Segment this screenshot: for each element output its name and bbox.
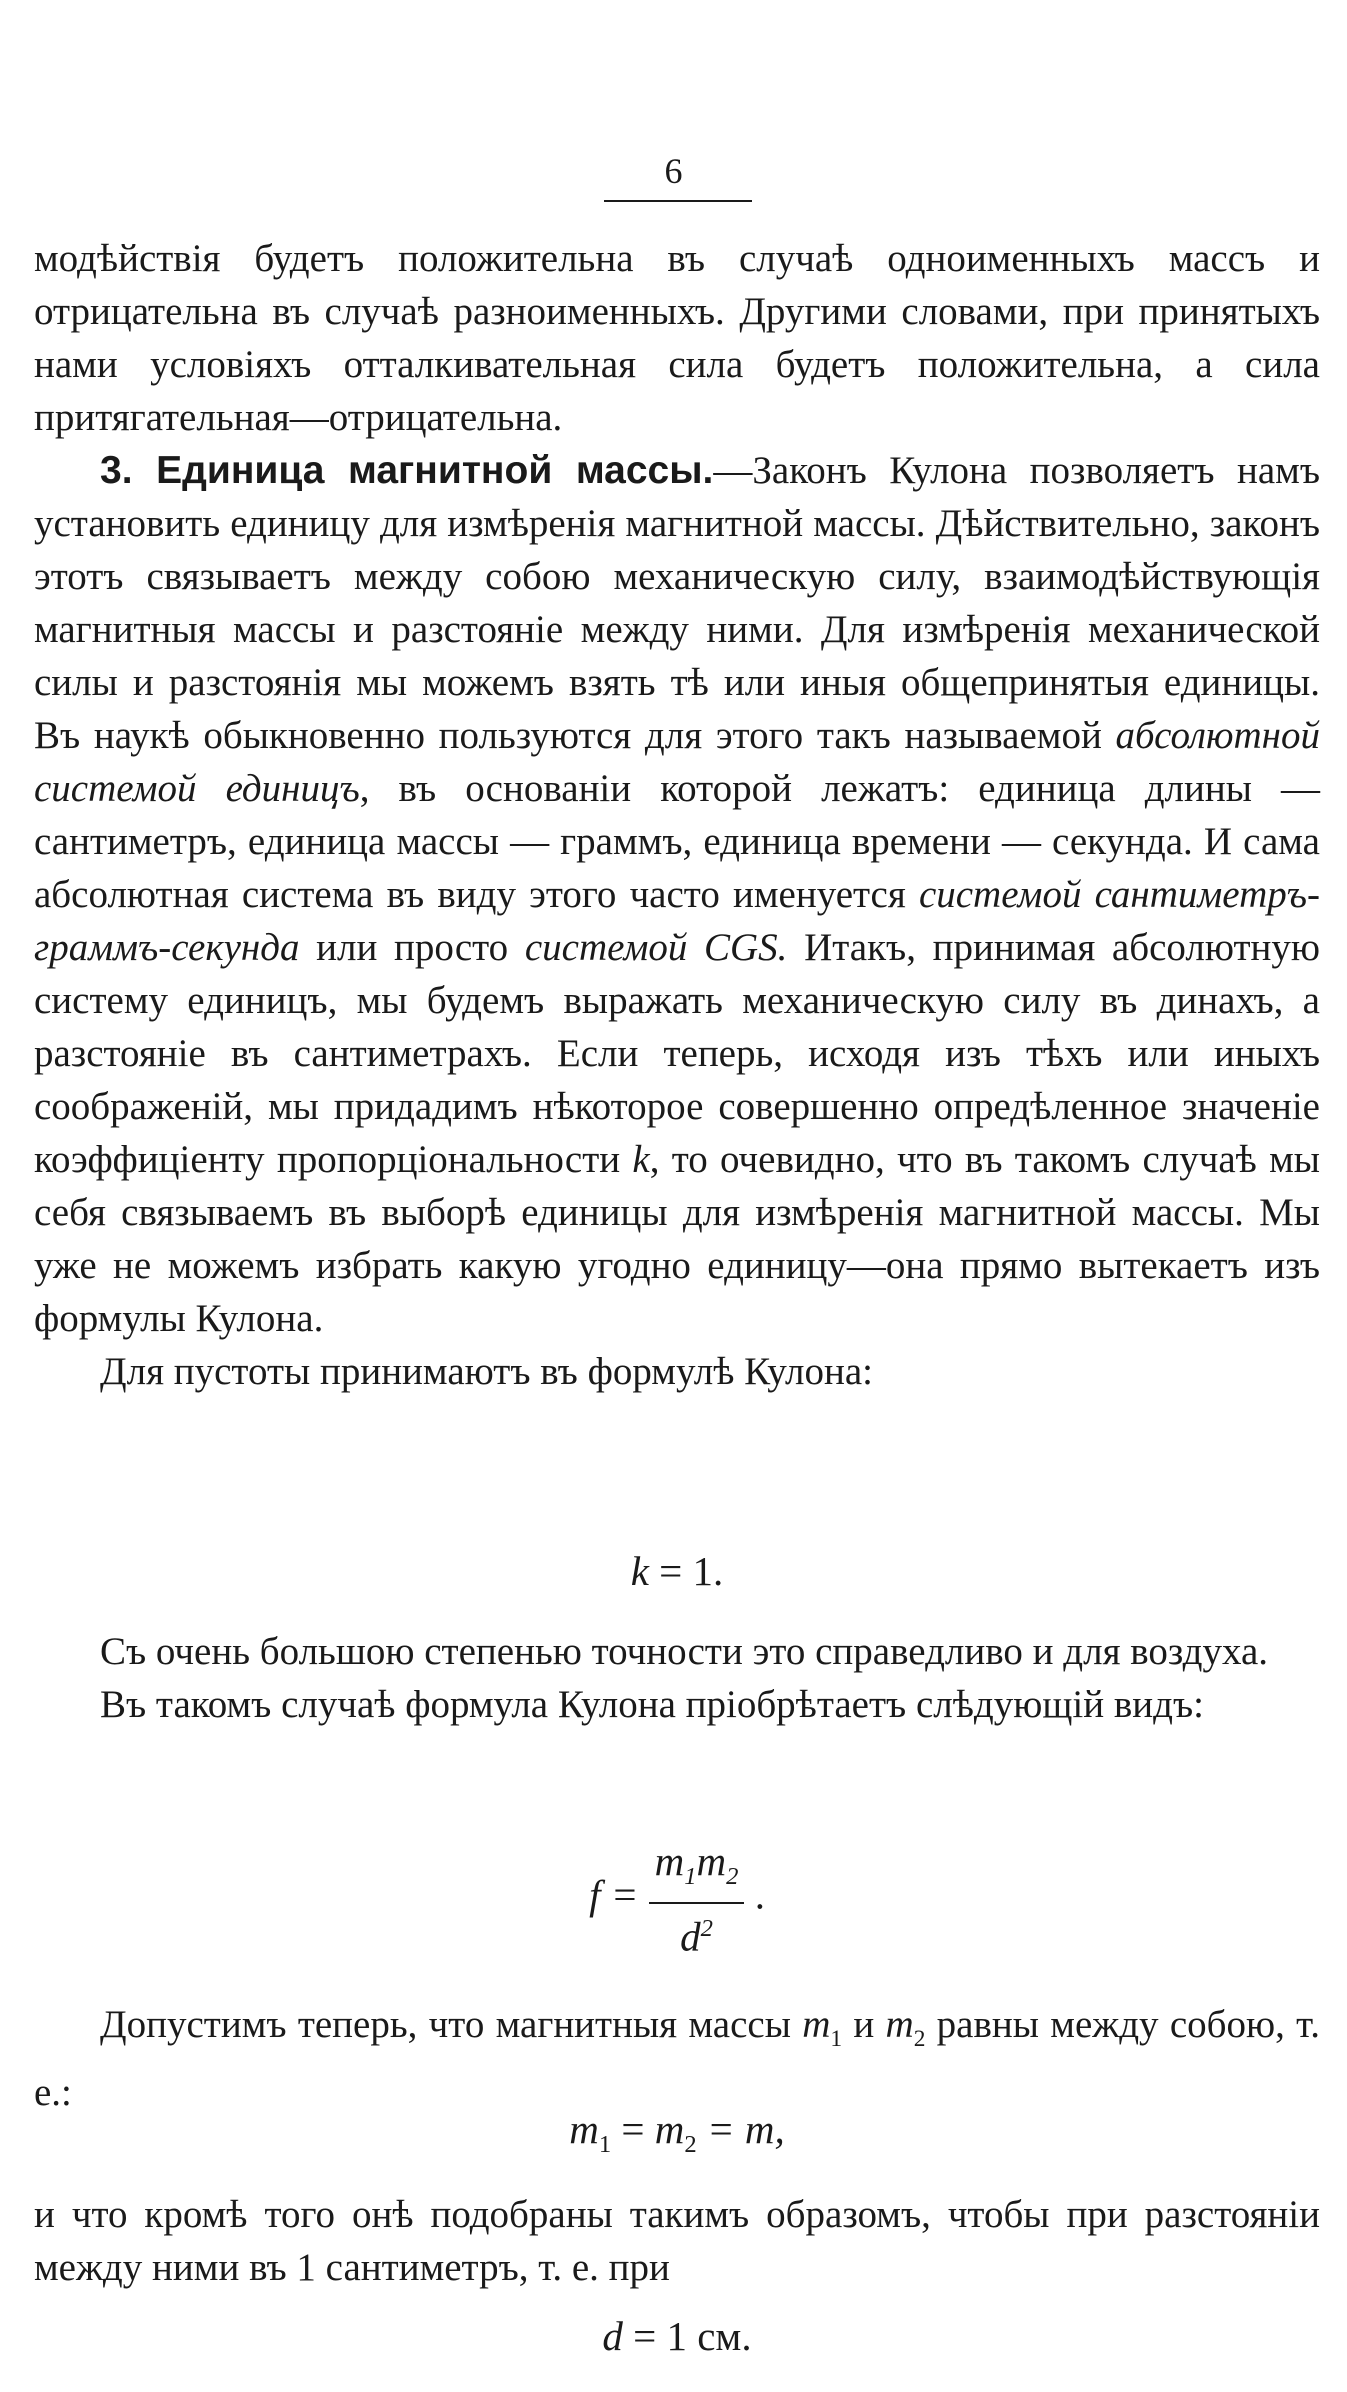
page-number-rule xyxy=(604,200,752,202)
paragraph-distance: и что кромѣ того онѣ подобраны такимъ образомъ, чтобы при разстояніи между ними въ 1 сантиметръ, т. е. при xyxy=(34,2193,1320,2289)
paragraph-air: Съ очень большою степенью точности это справедливо и для воздуха. xyxy=(100,1630,1269,1673)
section-paragraph: 3. Единица магнитной массы.—Законъ Кулона позволяетъ намъ установить единицу для измѣренія магнитной массы. Дѣйствительно, законъ этотъ связываетъ между собою механическую силу, взаимодѣйствующія магнитныя массы и разстояніе между ними. Для измѣренія механической силы и разстоянія мы можемъ взять тѣ или иныя общепринятыя единицы. Въ наукѣ обыкновенно пользуются для этого такъ называемой абсолютной системой единицъ, въ основаніи которой лежатъ: единица длины — сантиметръ, единица массы — граммъ, единица времени — секунда. И сама абсолютная система въ виду этого часто именуется системой сантиметръ-граммъ-секунда или просто системой CGS. Итакъ, принимая абсолютную систему единицъ, мы будемъ выражать механическую силу въ динахъ, а разстояніе въ сантиметрахъ. Если теперь, исходя изъ тѣхъ или иныхъ соображеній, мы придадимъ нѣкоторое совершенно опредѣленное значеніе коэффиціенту пропорціональности k, то очевидно, что въ такомъ случаѣ мы себя связываемъ въ выборѣ единицы для измѣренія магнитной массы. Мы уже не можемъ избрать какую угодно единицу—она прямо вытекаетъ изъ формулы Кулона. xyxy=(34,449,1321,1340)
term-cgs-long: системой сантиметръ-граммъ-секунда xyxy=(34,873,1320,969)
formula-distance: d = 1 см. xyxy=(602,2313,752,2359)
paragraph-formula-form: Въ такомъ случаѣ формула Кулона пріобрѣтаетъ слѣдующій видъ: xyxy=(100,1683,1204,1726)
paragraph-assume: Допустимъ теперь, что магнитныя массы $m_1$ и $m_2$ равны между собою, т. е.: xyxy=(34,2003,1320,2114)
text-block-bottom xyxy=(34,2188,1320,2294)
page-number: 6 xyxy=(664,151,683,191)
fraction: $\frac{m_1m_2}{d^2}$ xyxy=(649,1838,745,1960)
text-block-middle xyxy=(34,1625,1320,1731)
term-cgs: системой CGS. xyxy=(524,926,788,969)
paragraph-continuation: модѣйствія будетъ положительна въ случаѣ одноименныхъ массъ и отрицательна въ случаѣ разноименныхъ. Другими словами, при принятыхъ нами условіяхъ отталкивательная сила будетъ положительна, а сила притягательная—отрицательна. xyxy=(34,237,1320,439)
term-absolute-system: абсолютной системой единицъ xyxy=(34,714,1320,810)
section-heading: 3. Единица магнитной массы. xyxy=(100,449,714,492)
paragraph-vacuum: Для пустоты принимаютъ въ формулѣ Кулона: xyxy=(100,1350,873,1393)
text-block-assume xyxy=(34,1998,1320,2119)
formula-masses: $m_1 = m_2 = m$, xyxy=(569,2106,785,2159)
formula-coulomb: f = $\frac{m_1m_2}{d^2}$ . xyxy=(589,1838,765,1960)
formula-k: k = 1. xyxy=(630,1548,724,1594)
text-block-top xyxy=(34,232,1320,1398)
coefficient-k: k xyxy=(632,1138,650,1181)
